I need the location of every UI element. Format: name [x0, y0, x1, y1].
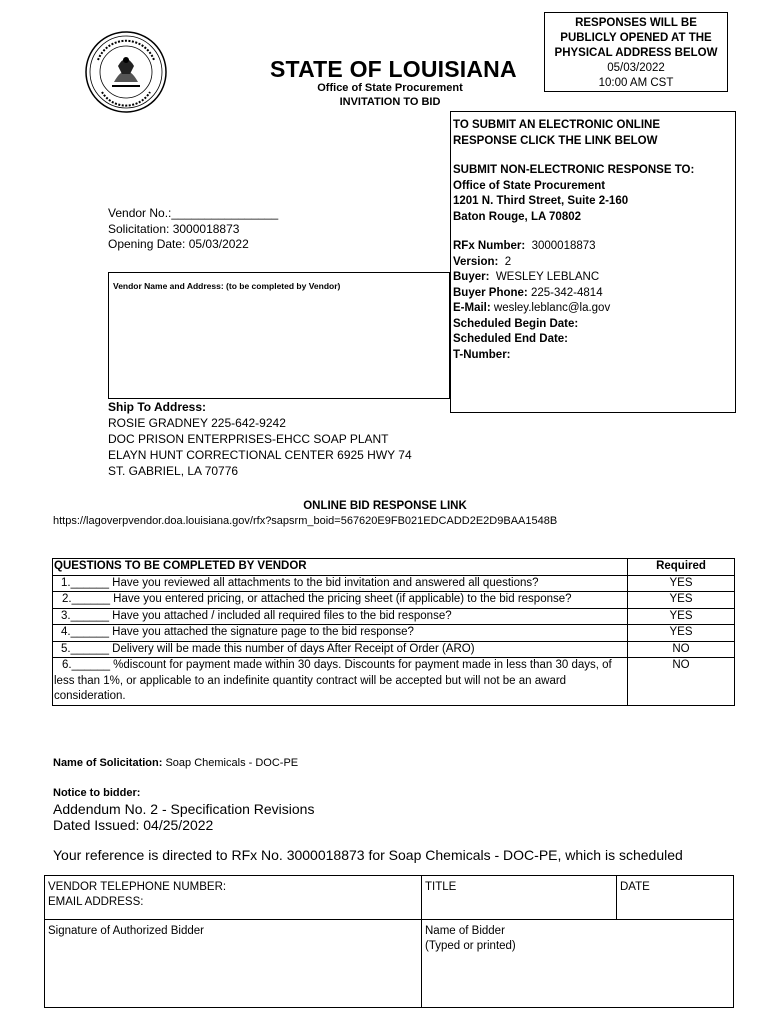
electronic-line-1: TO SUBMIT AN ELECTRONIC ONLINE: [453, 119, 660, 131]
questions-heading: QUESTIONS TO BE COMPLETED BY VENDOR: [53, 559, 628, 576]
date-field[interactable]: DATE: [617, 876, 734, 920]
address-line-1: Office of State Procurement: [453, 179, 606, 192]
vendor-info: [108, 206, 278, 253]
non-electronic-heading: SUBMIT NON-ELECTRONIC RESPONSE TO:: [453, 164, 695, 176]
opening-date: 05/03/2022: [607, 62, 665, 74]
rfx-number-row: RFx Number: 3000018873: [453, 240, 596, 252]
online-bid-link-heading: ONLINE BID RESPONSE LINK: [303, 500, 467, 512]
online-bid-link[interactable]: https://lagoverpvendor.doa.louisiana.gov/rfx?sapsrm_boid=567620E9FB021EDCADD2E2D9BAA1548B: [53, 515, 558, 527]
buyer-row: Buyer: WESLEY LEBLANC: [453, 271, 600, 283]
addendum-info: [53, 801, 314, 833]
vendor-name-address-label: Vendor Name and Address: (to be completed by Vendor): [113, 281, 341, 291]
required-2: YES: [628, 592, 735, 609]
question-4[interactable]: 4.______ Have you attached the signature page to the bid response?: [53, 625, 628, 642]
signature-table: [44, 875, 734, 1008]
responses-line-2: PUBLICLY OPENED AT THE: [560, 32, 712, 44]
bidder-name-field[interactable]: Name of Bidder (Typed or printed): [422, 920, 734, 1008]
buyer-phone-row: Buyer Phone: 225-342-4814: [453, 286, 603, 299]
opening-date-line: Opening Date: 05/03/2022: [108, 237, 249, 251]
ship-to-address: [108, 399, 412, 479]
required-6: NO: [628, 658, 735, 706]
question-3[interactable]: 3.______ Have you attached / included all required files to the bid response?: [53, 608, 628, 625]
addendum-date: Dated Issued: 04/25/2022: [53, 817, 214, 833]
reference-text: Your reference is directed to RFx No. 3000018873 for Soap Chemicals - DOC-PE, which is scheduled: [53, 847, 683, 863]
vendor-name-address-field[interactable]: [108, 272, 450, 399]
required-3: YES: [628, 608, 735, 625]
responses-opened-box: [544, 12, 728, 92]
submission-info-box: [450, 111, 736, 413]
office-name: Office of State Procurement: [317, 82, 463, 94]
signature-field[interactable]: Signature of Authorized Bidder: [45, 920, 422, 1008]
solicitation-name: Name of Solicitation: Soap Chemicals - DOC-PE: [53, 757, 299, 769]
vendor-questions-table: [52, 558, 735, 706]
address-line-3: Baton Rouge, LA 70802: [453, 210, 582, 223]
table-row: [53, 575, 735, 592]
table-row: [53, 592, 735, 609]
t-number-label: T-Number:: [453, 348, 511, 361]
responses-line-3: PHYSICAL ADDRESS BELOW: [554, 47, 718, 59]
ship-to-line-2: DOC PRISON ENTERPRISES-EHCC SOAP PLANT: [108, 432, 389, 446]
ship-to-line-4: ST. GABRIEL, LA 70776: [108, 464, 239, 478]
question-2[interactable]: 2.______ Have you entered pricing, or attached the pricing sheet (if applicable) to the bid response?: [53, 592, 628, 609]
ship-to-line-3: ELAYN HUNT CORRECTIONAL CENTER 6925 HWY 74: [108, 448, 412, 462]
vendor-number: Vendor No.:________________: [108, 206, 279, 220]
table-row: [53, 641, 735, 658]
table-row: [45, 876, 734, 920]
buyer-email-link[interactable]: wesley.leblanc@la.gov: [493, 302, 611, 314]
table-row: [53, 658, 735, 706]
begin-date-label: Scheduled Begin Date:: [453, 317, 579, 330]
vendor-phone-email-field[interactable]: VENDOR TELEPHONE NUMBER: EMAIL ADDRESS:: [45, 876, 422, 920]
ship-to-line-1: ROSIE GRADNEY 225-642-9242: [108, 416, 286, 430]
required-heading: Required: [628, 559, 735, 576]
responses-line-1: RESPONSES WILL BE: [575, 17, 697, 29]
ship-to-heading: Ship To Address:: [108, 400, 207, 414]
page-title: STATE OF LOUISIANA: [270, 56, 517, 82]
end-date-label: Scheduled End Date:: [453, 333, 569, 345]
opening-time: 10:00 AM CST: [598, 77, 674, 89]
document-type: INVITATION TO BID: [339, 96, 441, 108]
question-6[interactable]: 6.______ %discount for payment made within 30 days. Discounts for payment made in less than 30 days, of less than 1%, or applicable to an indefinite quantity contract will be accepted but will not be an award consideration.: [53, 658, 628, 706]
table-header-row: [53, 559, 735, 576]
required-5: NO: [628, 641, 735, 658]
version-row: Version: 2: [453, 255, 512, 268]
address-line-2: 1201 N. Third Street, Suite 2-160: [453, 195, 629, 207]
louisiana-seal-logo: [84, 30, 168, 114]
required-4: YES: [628, 625, 735, 642]
table-row: [53, 625, 735, 642]
electronic-line-2: RESPONSE CLICK THE LINK BELOW: [453, 134, 658, 147]
solicitation-number: Solicitation: 3000018873: [108, 221, 240, 236]
required-1: YES: [628, 575, 735, 592]
question-1[interactable]: 1.______ Have you reviewed all attachments to the bid invitation and answered all questions?: [53, 575, 628, 592]
addendum-title: Addendum No. 2 - Specification Revisions: [53, 801, 315, 817]
question-5[interactable]: 5.______ Delivery will be made this number of days After Receipt of Order (ARO): [53, 641, 628, 658]
title-field[interactable]: TITLE: [422, 876, 617, 920]
email-row: E-Mail: wesley.leblanc@la.gov: [453, 302, 611, 314]
notice-label: Notice to bidder:: [53, 787, 141, 799]
table-row: [53, 608, 735, 625]
table-row: [45, 920, 734, 1008]
